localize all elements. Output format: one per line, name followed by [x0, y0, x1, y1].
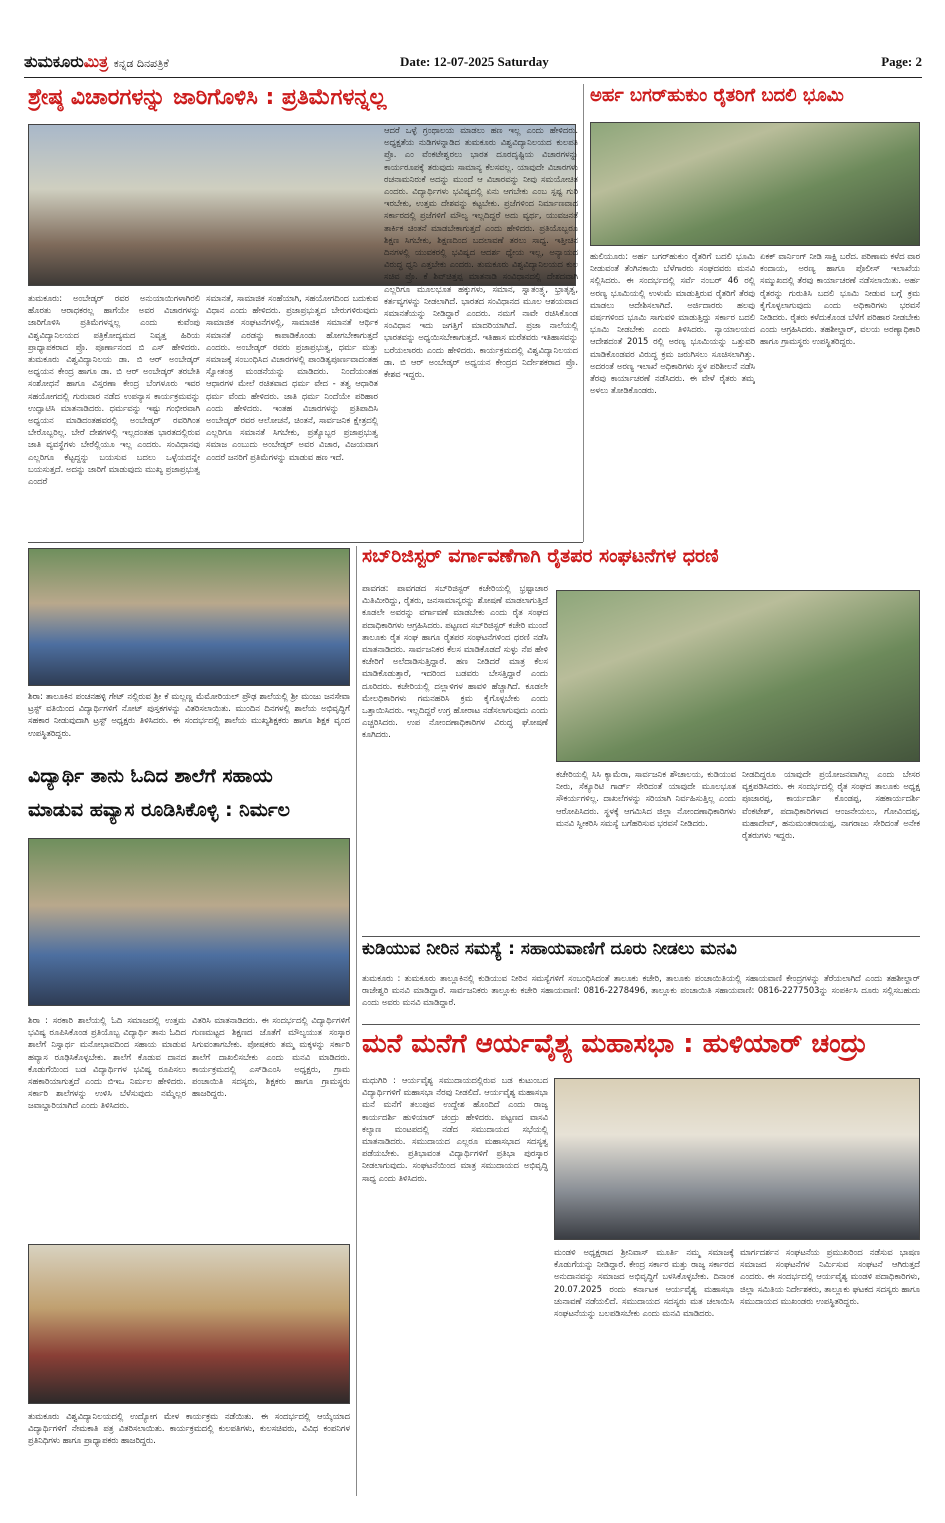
masthead-rule	[24, 77, 922, 78]
section-divider	[28, 542, 583, 543]
lead-column-3: ಆದರೆ ಒಳ್ಳೆ ಗ್ರಂಥಾಲಯ ಮಾಡಲು ಹಣ ಇಲ್ಲ ಎಂದು ಹೇಳಿದರು. ಅಧ್ಯಕ್ಷತೆಯ ನುಡಿಗಳನ್ನಾಡಿದ ತುಮಕೂರು ವಿಶ್ವವಿದ್ಯಾನಿಲಯದ ಕುಲಪತಿ ಪ್ರೊ. ಎಂ ವೆಂಕಟೇಶ್ವರಲು ಭಾರತ ದೂರದೃಷ್ಟಿಯ ವಿಚಾರಗಳನ್ನು ಕಾರ್ಯರೂಪಕ್ಕೆ ತರುವುದು ಸಾಮಾನ್ಯ ಕೆಲಸವಲ್ಲ. ಯಾವುದೇ ವಿಚಾರಗಳು ರಚನಾಮನಿರುಕೆ ಅದನ್ನು ಮುಂದೆ ಆ ವಿಚಾರವನ್ನು ನೀವು ಸಮಯೋಚಿತ ಎಂದರು. ವಿದ್ಯಾರ್ಥಿಗಳು ಭವಿಷ್ಯದಲ್ಲಿ ಏನು ಆಗಬೇಕು ಎಂಬ ಸ್ಪಷ್ಟ ಗುರಿ ಇರಬೇಕು, ಉತ್ತಮ ದೇಶವನ್ನು ಕಟ್ಟಬೇಕು. ಪ್ರಜೆಗಳಿಂದ ನಿರ್ಮಾಣವಾದ ಸರ್ಕಾರದಲ್ಲಿ ಪ್ರಜೆಗಳಿಗೆ ಮೌಲ್ಯ ಇಲ್ಲದಿದ್ದರೆ ಅದು ವ್ಯರ್ಥ, ಯುವಜನತೆ ತಾರ್ಕಿಕ ಚಿಂತನೆ ಮಾಡಬೇಕಾಗುತ್ತದೆ ಎಂದು ಹೇಳಿದರು. ಪ್ರತಿಯೊಬ್ಬರೂ ಶಿಕ್ಷಣ ಸಿಗಬೇಕು, ಶಿಕ್ಷಣದಿಂದ ಬದಲಾವಣೆ ತರಲು ಸಾಧ್ಯ. ಇತ್ತೀಚಿನ ದಿನಗಳಲ್ಲಿ ಯುವಕರಲ್ಲಿ ಭವಿಷ್ಯದ ಆದರ್ಶ ಧ್ಯೇಯ ಇಲ್ಲ, ಅನ್ಯಾಯದ ವಿರುದ್ಧ ಧ್ವನಿ ಎತ್ತಬೇಕು ಎಂದರು. ತುಮಕೂರು ವಿಶ್ವವಿದ್ಯಾನಿಲಯದ ಕುಲ ಸಚಿವ ಪ್ರೊ. ಕೆ ಶಿವ್‌ಚಿತ್ತಪ್ಪ ಮಾತನಾಡಿ ಸಂವಿಧಾನದಲ್ಲಿ ದೇಶದವಾಗಿ ಎಲ್ಲರಿಗೂ ಮೂಲಭೂತ ಹಕ್ಕುಗಳು, ಸಮಾನ, ಸ್ವಾತಂತ್ರ್ಯ, ಭ್ರಾತೃತ್ವ, ಕರ್ತವ್ಯಗಳನ್ನು ನೀಡಲಾಗಿದೆ. ಭಾರತದ ಸಂವಿಧಾನದ ಮೂಲ ಆಶಯವಾದ ಸಮಾನತೆಯನ್ನು ನೀಡಿದ್ದಾರೆ ಎಂದರು. ನಮಗೆ ನಾವೇ ರಚಿಸಿಕೊಂಡ ಸಂವಿಧಾನ ಇದು ಜಗತ್ತಿಗೆ ಮಾದರಿಯಾಗಿದೆ. ಪ್ರಜಾ ನಾಲೆಯಲ್ಲಿ ಭಾರತವನ್ನು ಅಧ್ಯಯಿಸಬೇಕಾಗುತ್ತದೆ. ಇತಿಹಾಸ ಮರೆತವರು ಇತಿಹಾಸವನ್ನು ಬರೆಯಲಾರರು ಎಂದು ಹೇಳಿದರು. ಕಾರ್ಯಕ್ರಮದಲ್ಲಿ ವಿಶ್ವವಿದ್ಯಾನಿಲಯದ ಡಾ. ಬಿ ಆರ್ ಅಂಬೇಡ್ಕರ್ ಅಧ್ಯಯನ ಕೇಂದ್ರದ ನಿರ್ದೇಶಕರಾದ ಪ್ರೊ. ಕೇಶವ ಇದ್ದರು.	[384, 125, 578, 380]
arya-column-3: ಮಾರ್ಗದರ್ಶನ ಸಂಘಟನೆಯ ಪ್ರಮುಖರಿಂದ ನಡೆಸುವ ಭಾಷಣ ಸಮಾಜದ ಸಂಘಟನೆಗಳ ನಿರ್ಮಿಸುವ ಸಂಘಟನೆ ಆಗಿರುತ್ತದೆ ಎಂದರು. ಈ ಸಂದರ್ಭದಲ್ಲಿ ಆರ್ಯವೈಶ್ಯ ಮಂಡಳಿ ಪದಾಧಿಕಾರಿಗಳು, ಜಿಲ್ಲಾ ಸಮಿತಿಯ ನಿರ್ದೇಶಕರು, ತಾಲ್ಲೂಕು ಘಟಕದ ಸದಸ್ಯರು ಹಾಗೂ ಸಮುದಾಯದ ಮುಖಂಡರು ಉಪಸ್ಥಿತರಿದ್ದರು.	[740, 1247, 920, 1306]
water-body: ತುಮಕೂರು : ತುಮಕೂರು ತಾಲ್ಲೂಕಿನಲ್ಲಿ ಕುಡಿಯುವ ನೀರಿನ ಸಮಸ್ಯೆಗಳಿಗೆ ಸಂಬಂಧಿಸಿದಂತೆ ತಾಲೂಕು ಕಚೇರಿ, ತಾಲೂಕು ಪಂಚಾಯಿತಿಯಲ್ಲಿ ಸಹಾಯವಾಣಿ ಕೇಂದ್ರಗಳನ್ನು ತೆರೆಯಲಾಗಿದೆ ಎಂದು ತಹಶೀಲ್ದಾರ್ ರಾಜೇಶ್ವರಿ ಮನವಿ ಮಾಡಿದ್ದಾರೆ. ಸಾರ್ವಜನಿಕರು ತಾಲ್ಲೂಕು ಕಚೇರಿ ಸಹಾಯವಾಣಿ: 0816-2278496, ತಾಲ್ಲೂಕು ಪಂಚಾಯಿತಿ ಸಹಾಯವಾಣಿ: 0816-2277503ನ್ನು ಸಂಪರ್ಕಿಸಿ ದೂರು ಸಲ್ಲಿಸಬಹುದು ಎಂದು ಅವರು ಮನವಿ ಮಾಡಿದ್ದಾರೆ.	[362, 973, 920, 1008]
newspaper-logo	[24, 52, 169, 72]
school-column-2: ವಿತರಿಸಿ ಮಾತನಾಡಿದರು. ಈ ಸಂದರ್ಭದಲ್ಲಿ ವಿದ್ಯಾರ್ಥಿಗಳಿಗೆ ಗುಣಮಟ್ಟದ ಶಿಕ್ಷಣದ ಜೊತೆಗೆ ಮೌಲ್ಯಯುತ ಸಂಸ್ಕಾರ ಸಿಗುವಂತಾಗಬೇಕು. ಪೋಷಕರು ತಮ್ಮ ಮಕ್ಕಳನ್ನು ಸರ್ಕಾರಿ ಶಾಲೆಗೆ ದಾಖಲಿಸಬೇಕು ಎಂದು ಮನವಿ ಮಾಡಿದರು. ಕಾರ್ಯಕ್ರಮದಲ್ಲಿ ಎಸ್‌ಡಿಎಂಸಿ ಅಧ್ಯಕ್ಷರು, ಗ್ರಾಮ ಪಂಚಾಯಿತಿ ಸದಸ್ಯರು, ಶಿಕ್ಷಕರು ಹಾಗೂ ಗ್ರಾಮಸ್ಥರು ಹಾಜರಿದ್ದರು.	[192, 1015, 350, 1099]
job-fair-photo	[28, 1244, 350, 1404]
land-column-2: ಏಕಕ್ ವಾರ್ನಿಂಗ್ ನೀಡಿ ಸಾಕ್ಷಿ ಬರೆದ. ಪರಿಣಾಮ ಕಳೆದ ವಾರ ಕಂದಾಯ, ಅರಣ್ಯ ಹಾಗೂ ಪೊಲೀಸ್ ಇಲಾಖೆಯ ಸಮ್ಮುಖದಲ್ಲಿ ತೆರವು ಕಾರ್ಯಾಚರಣೆ ನಡೆಸಲಾಯಿತು. ಅರ್ಹ ರೈತರನ್ನು ಗುರುತಿಸಿ ಬದಲಿ ಭೂಮಿ ನೀಡುವ ಬಗ್ಗೆ ಕ್ರಮ ಕೈಗೊಳ್ಳಲಾಗುವುದು ಎಂದು ಅಧಿಕಾರಿಗಳು ಭರವಸೆ ನೀಡಿದರು. ರೈತರು ಕಳೆದುಕೊಂಡ ಬೆಳೆಗೆ ಪರಿಹಾರ ನೀಡಬೇಕು ಎಂದು ಆಗ್ರಹಿಸಿದರು. ತಹಶೀಲ್ದಾರ್, ವಲಯ ಅರಣ್ಯಾಧಿಕಾರಿ ಹಾಗೂ ಗ್ರಾಮಸ್ಥರು ಉಪಸ್ಥಿತರಿದ್ದರು.	[760, 251, 920, 347]
water-headline: ಕುಡಿಯುವ ನೀರಿನ ಸಮಸ್ಯೆ : ಸಹಾಯವಾಣಿಗೆ ದೂರು ನೀಡಲು ಮನವಿ	[362, 940, 737, 959]
school-headline-line-2: ಮಾಡುವ ಹವ್ಯಾಸ ರೂಡಿಸಿಕೊಳ್ಳಿ : ನಿರ್ಮಲ	[28, 800, 290, 821]
school-column-1: ಶಿರಾ : ಸರಕಾರಿ ಶಾಲೆಯಲ್ಲಿ ಓದಿ ಸಮಾಜದಲ್ಲಿ ಉತ್ತಮ ಭವಿಷ್ಯ ರೂಪಿಸಿಕೊಂಡ ಪ್ರತಿಯೊಬ್ಬ ವಿದ್ಯಾರ್ಥಿ ತಾನು ಓದಿದ ಶಾಲೆಗೆ ನಿಸ್ವಾರ್ಥ ಮನೋಭಾವದಿಂದ ಸಹಾಯ ಮಾಡುವ ಹವ್ಯಾಸ ರೂಢಿಸಿಕೊಳ್ಳಬೇಕು. ಶಾಲೆಗೆ ಕೊಡುವ ದಾನದ ಕೊಡುಗೆಯಿಂದ ಬಡ ವಿದ್ಯಾರ್ಥಿಗಳ ಭವಿಷ್ಯ ರೂಪಿಸಲು ಸಹಕಾರಿಯಾಗುತ್ತದೆ ಎಂದು ಬಿಇಒ ನಿರ್ಮಲ ಹೇಳಿದರು. ಸರ್ಕಾರಿ ಶಾಲೆಗಳನ್ನು ಉಳಿಸಿ ಬೆಳೆಸುವುದು ನಮ್ಮೆಲ್ಲರ ಜವಾಬ್ದಾರಿಯಾಗಿದೆ ಎಂದು ತಿಳಿಸಿದರು.	[28, 1015, 186, 1111]
school-group-photo	[28, 838, 350, 1006]
land-headline: ಅರ್ಹ ಬಗರ್‌ಹುಕುಂ ರೈತರಿಗೆ ಬದಲಿ ಭೂಮಿ	[590, 86, 844, 106]
protest-column-3: ನೀಡದಿದ್ದರೂ ಯಾವುದೇ ಪ್ರಯೋಜನವಾಗಿಲ್ಲ ಎಂದು ಬೇಸರ ವ್ಯಕ್ತಪಡಿಸಿದರು. ಈ ಸಂದರ್ಭದಲ್ಲಿ ರೈತ ಸಂಘದ ತಾಲೂಕು ಅಧ್ಯಕ್ಷ ಪೂಜಾರಪ್ಪ, ಕಾರ್ಯದರ್ಶಿ ಕೊಂಡಪ್ಪ, ಸಹಕಾರ್ಯದರ್ಶಿ ವೆಂಕಟೇಶ್, ಪದಾಧಿಕಾರಿಗಳಾದ ಆಂಜನೇಯಲು, ಗೋವಿಂದಪ್ಪ, ಮಹಾದೇವ್, ಹನುಮಂತರಾಯಪ್ಪ, ನಾಗರಾಜು ಸೇರಿದಂತೆ ಅನೇಕ ರೈತರುಗಳು ಇದ್ದರು.	[742, 769, 920, 841]
arya-meeting-photo	[554, 1078, 920, 1240]
column-divider	[583, 84, 584, 542]
protest-column-2: ಕಚೇರಿಯಲ್ಲಿ ಸಿಸಿ ಕ್ಯಾಮೆರಾ, ಸಾರ್ವಜನಿಕ ಶೌಚಾಲಯ, ಕುಡಿಯುವ ನೀರು, ಸೆಕ್ಯೂರಿಟಿ ಗಾರ್ಡ್ ಸೇರಿದಂತೆ ಯಾವುದೇ ಮೂಲಭೂತ ಸೌಕರ್ಯಗಳಿಲ್ಲ. ದಾಖಲೆಗಳನ್ನು ಸರಿಯಾಗಿ ನಿರ್ವಹಿಸುತ್ತಿಲ್ಲ ಎಂದು ಆರೋಪಿಸಿದರು. ಸ್ಥಳಕ್ಕೆ ಆಗಮಿಸಿದ ಜಿಲ್ಲಾ ನೋಂದಣಾಧಿಕಾರಿಗಳು ಮನವಿ ಸ್ವೀಕರಿಸಿ ಸಮಸ್ಯೆ ಬಗೆಹರಿಸುವ ಭರವಸೆ ನೀಡಿದರು.	[556, 769, 736, 828]
job-fair-caption: ತುಮಕೂರು ವಿಶ್ವವಿದ್ಯಾನಿಲಯದಲ್ಲಿ ಉದ್ಯೋಗ ಮೇಳ ಕಾರ್ಯಕ್ರಮ ನಡೆಯಿತು. ಈ ಸಂದರ್ಭದಲ್ಲಿ ಆಯ್ಕೆಯಾದ ವಿದ್ಯಾರ್ಥಿಗಳಿಗೆ ನೇಮಕಾತಿ ಪತ್ರ ವಿತರಿಸಲಾಯಿತು. ಕಾರ್ಯಕ್ರಮದಲ್ಲಿ ಕುಲಪತಿಗಳು, ಕುಲಸಚಿವರು, ವಿವಿಧ ಕಂಪನಿಗಳ ಪ್ರತಿನಿಧಿಗಳು ಹಾಗೂ ಪ್ರಾಧ್ಯಾಪಕರು ಹಾಜರಿದ್ದರು.	[28, 1411, 350, 1446]
arya-column-1: ಮಧುಗಿರಿ : ಆರ್ಯವೈಶ್ಯ ಸಮುದಾಯದಲ್ಲಿರುವ ಬಡ ಕುಟುಂಬದ ವಿದ್ಯಾರ್ಥಿಗಳಿಗೆ ಮಹಾಸಭಾ ನೆರವು ನೀಡಲಿದೆ. ಆರ್ಯವೈಶ್ಯ ಮಹಾಸಭಾ ಮನೆ ಮನೆಗೆ ತಲುಪುವ ಉದ್ದೇಶ ಹೊಂದಿದೆ ಎಂದು ರಾಜ್ಯ ಕಾರ್ಯದರ್ಶಿ ಹುಳಿಯಾರ್ ಚಂದ್ರು ಹೇಳಿದರು. ಪಟ್ಟಣದ ವಾಸವಿ ಕಲ್ಯಾಣ ಮಂಟಪದಲ್ಲಿ ನಡೆದ ಸಮುದಾಯದ ಸಭೆಯಲ್ಲಿ ಮಾತನಾಡಿದರು. ಸಮುದಾಯದ ಎಲ್ಲರೂ ಮಹಾಸಭಾದ ಸದಸ್ಯತ್ವ ಪಡೆಯಬೇಕು. ಪ್ರತಿಭಾವಂತ ವಿದ್ಯಾರ್ಥಿಗಳಿಗೆ ಪ್ರತಿಭಾ ಪುರಸ್ಕಾರ ನೀಡಲಾಗುವುದು. ಸಂಘಟನೆಯಿಂದ ಮಾತ್ರ ಸಮುದಾಯದ ಅಭಿವೃದ್ಧಿ ಸಾಧ್ಯ ಎಂದು ತಿಳಿಸಿದರು.	[362, 1075, 548, 1183]
issue-date: Date: 12-07-2025 Saturday	[400, 54, 549, 69]
protest-column-1: ಪಾವಗಡ: ಪಾವಗಡದ ಸಬ್‌ರಿಜಿಸ್ಟರ್ ಕಚೇರಿಯಲ್ಲಿ ಭ್ರಷ್ಟಾಚಾರ ಮಿತಿಮೀರಿದ್ದು, ರೈತರು, ಜನಸಾಮಾನ್ಯರನ್ನು ಶೋಷಣೆ ಮಾಡಲಾಗುತ್ತಿದೆ ಕೂಡಲೇ ಅವರನ್ನು ವರ್ಗಾವಣೆ ಮಾಡಬೇಕು ಎಂದು ರೈತ ಸಂಘದ ಪದಾಧಿಕಾರಿಗಳು ಆಗ್ರಹಿಸಿದರು. ಪಟ್ಟಣದ ಸಬ್‌ರಿಜಿಸ್ಟರ್ ಕಚೇರಿ ಮುಂದೆ ತಾಲೂಕು ರೈತ ಸಂಘ ಹಾಗೂ ರೈತಪರ ಸಂಘಟನೆಗಳಿಂದ ಧರಣಿ ನಡೆಸಿ ಮಾತನಾಡಿದರು. ಸಾರ್ವಜನಿಕರ ಕೆಲಸ ಮಾಡಿಕೊಡದೆ ಸುಳ್ಳು ನೆಪ ಹೇಳಿ ಕಚೇರಿಗೆ ಅಲೆದಾಡಿಸುತ್ತಿದ್ದಾರೆ. ಹಣ ನೀಡಿದರೆ ಮಾತ್ರ ಕೆಲಸ ಮಾಡಿಕೊಡುತ್ತಾರೆ, ಇದರಿಂದ ಬಡವರು ಬೇಸತ್ತಿದ್ದಾರೆ ಎಂದು ದೂರಿದರು. ಕಚೇರಿಯಲ್ಲಿ ದಲ್ಲಾಳಿಗಳ ಹಾವಳಿ ಹೆಚ್ಚಾಗಿದೆ. ಕೂಡಲೇ ಮೇಲಧಿಕಾರಿಗಳು ಗಮನಹರಿಸಿ ಕ್ರಮ ಕೈಗೊಳ್ಳಬೇಕು ಎಂದು ಒತ್ತಾಯಿಸಿದರು. ಇಲ್ಲದಿದ್ದರೆ ಉಗ್ರ ಹೋರಾಟ ನಡೆಸಲಾಗುವುದು ಎಂದು ಎಚ್ಚರಿಸಿದರು. ಉಪ ನೋಂದಣಾಧಿಕಾರಿಗಳ ವಿರುದ್ಧ ಘೋಷಣೆ ಕೂಗಿದರು.	[362, 583, 548, 740]
column-divider	[356, 546, 357, 1496]
logo-tagline: ಕನ್ನಡ ದಿನಪತ್ರಿಕೆ	[113, 57, 169, 70]
lead-column-2: ಸಮಾನತೆ, ಸಾಮಾಜಿಕ ಸಂಹೆಯಾಗಿ, ಸಹಯೋಗದಿಂದ ಬದುಕುವ ವಿಧಾನ ಎಂದು ಹೇಳಿದರು. ಪ್ರಜಾಪ್ರಭುತ್ವದ ಬೇರುಗಳಿರುವುದು ಸಾಮಾಜಿಕ ಸಂಘಟನೆಗಳಲ್ಲಿ, ಸಾಮಾಜಿಕ ಸಮಾನತೆ ಆರ್ಥಿಕ ಸಮಾನತೆ ಎರಡನ್ನು ಕಾಪಾಡಿಕೊಂಡು ಹೋಗಬೇಕಾಗುತ್ತದೆ ಎಂದರು. ಅಂಬೇಡ್ಕರ್ ರವರು ಪ್ರಜಾಪ್ರಭುತ್ವ, ಧರ್ಮ ಮತ್ತು ಸಮಾಜಕ್ಕೆ ಸಂಬಂಧಿಸಿದ ವಿಚಾರಗಳಲ್ಲಿ ಪಾಂಡಿತ್ಯಪೂರ್ಣವಾದಂತಹ ಸ್ವೋತಂತ್ರ ಮಂಡನೆಯನ್ನು ಮಾಡಿದರು. ನಿಂದೆಯಂತಹ ಆಧಾರಗಳ ಮೇಲೆ ರಚಿತವಾದ ಧರ್ಮ ವೇದ - ತತ್ವ ಆಧಾರಿತ ಧರ್ಮ ವೆಂದು ಹೇಳಿದರು. ಜಾತಿ ಧರ್ಮ ನಿಂದೆಯೇ ಪರಿಹಾರ ಎಂದು ಹೇಳಿದರು. ಇಂತಹ ವಿಚಾರಗಳನ್ನು ಪ್ರತಿಪಾದಿಸಿ ಅಂಬೇಡ್ಕರ್ ರವರ ಆಲೋಚನೆ, ಚಿಂತನೆ, ಸಾರ್ವಜನಿಕ ಕ್ಷೇತ್ರದಲ್ಲಿ ಎಲ್ಲರಿಗೂ ಸಮಾನತೆ ಸಿಗಬೇಕು, ಪ್ರತ್ಯೊಬ್ಬರ ಪ್ರಜಾಪ್ರಭುತ್ವ ಸಮಾಜ ಎಂಬುದು ಅಂಬೇಡ್ಕರ್ ಅವರ ವಿಚಾರ, ವಿಜಯವಾಗ ಎಂದರೆ ಜನರಿಗೆ ಪ್ರತಿಮೆಗಳನ್ನು ಮಾಡುವ ಹಣ ಇದೆ.	[206, 293, 378, 462]
logo-accent: ಮಿತ್ರ	[83, 52, 109, 71]
lead-headline: ಶ್ರೇಷ್ಠ ವಿಚಾರಗಳನ್ನು ಜಾರಿಗೊಳಿಸಿ : ಪ್ರತಿಮೆಗಳನ್ನಲ್ಲ	[28, 86, 387, 110]
school-meeting-photo	[28, 548, 350, 686]
arya-headline: ಮನೆ ಮನೆಗೆ ಆರ್ಯವೈಶ್ಯ ಮಹಾಸಭಾ : ಹುಳಿಯಾರ್ ಚಂದ್ರು	[362, 1030, 867, 1059]
section-divider	[362, 936, 920, 937]
protest-headline: ಸಬ್‌ರಿಜಿಸ್ಟರ್ ವರ್ಗಾವಣೆಗಾಗಿ ರೈತಪರ ಸಂಘಟನೆಗಳ ಧರಣಿ	[362, 546, 719, 567]
school-meeting-caption: ಶಿರಾ: ತಾಲೂಕಿನ ಪಂಚನಹಳ್ಳಿ ಗೇಟ್ ನಲ್ಲಿರುವ ಶ್ರೀ ಕೆ ಮಲ್ಲಣ್ಣ ಮೆಮೋರಿಯಲ್ ಪ್ರೌಢ ಶಾಲೆಯಲ್ಲಿ ಶ್ರೀ ಮಂಜು ಜನಸೇವಾ ಟ್ರಸ್ಟ್ ವತಿಯಿಂದ ವಿದ್ಯಾರ್ಥಿಗಳಿಗೆ ನೋಟ್ ಪುಸ್ತಕಗಳನ್ನು ವಿತರಿಸಲಾಯಿತು. ಮುಂದಿನ ದಿನಗಳಲ್ಲಿ ಶಾಲೆಯ ಅಭಿವೃದ್ಧಿಗೆ ಸಹಕಾರ ನೀಡುವುದಾಗಿ ಟ್ರಸ್ಟ್ ಅಧ್ಯಕ್ಷರು ತಿಳಿಸಿದರು. ಈ ಸಂದರ್ಭದಲ್ಲಿ ಶಾಲೆಯ ಮುಖ್ಯಶಿಕ್ಷಕರು ಹಾಗೂ ಶಿಕ್ಷಕ ವೃಂದ ಉಪಸ್ಥಿತರಿದ್ದರು.	[28, 691, 350, 738]
lead-column-1: ತುಮಕೂರು: ಅಂಬೇಡ್ಕರ್ ರವರ ಅನುಯಾಯಿಗಳಾಗಿರಲಿ ಹೊರತು ಆರಾಧಕರಲ್ಲ ಹಾಗೆಯೇ ಅವರ ವಿಚಾರಗಳನ್ನು ಜಾರಿಗೊಳಿಸಿ ಪ್ರತಿಮೆಗಳನ್ನಲ್ಲ ಎಂದು ಕುವೆಂಪು ವಿಶ್ವವಿದ್ಯಾನಿಲಯದ ಪತ್ರಿಕೋದ್ಯಮದ ನಿವೃತ್ತ ಹಿರಿಯ ಪ್ರಾಧ್ಯಾಪಕರಾದ ಪ್ರೊ. ಪೂರ್ಣಾನಂದ ಬಿ ಎಸ್ ಹೇಳಿದರು. ತುಮಕೂರು ವಿಶ್ವವಿದ್ಯಾನಿಲಯ ಡಾ. ಬಿ ಆರ್ ಅಂಬೇಡ್ಕರ್ ಅಧ್ಯಯನ ಕೇಂದ್ರ ಹಾಗೂ ಡಾ. ಬಿ ಆರ್ ಅಂಬೇಡ್ಕರ್ ತರಬೇತಿ ಸಂಶೋಧನೆ ಹಾಗೂ ವಿಸ್ತರಣಾ ಕೇಂದ್ರ ಬೆಂಗಳೂರು ಇವರ ಸಹಯೋಗದಲ್ಲಿ ಗುರುವಾರ ನಡೆದ ಉಪನ್ಯಾಸ ಕಾರ್ಯಕ್ರಮವನ್ನು ಉದ್ಘಾಟಿಸಿ ಮಾತನಾಡಿದರು. ಧರ್ಮವನ್ನು ಇಷ್ಟು ಗಂಭೀರವಾಗಿ ಅಧ್ಯಯನ ಮಾಡಿದಂತಹವರಲ್ಲಿ ಅಂಬೇಡ್ಕರ್ ರವರಿಗಿಂತ ಬೇರೊಬ್ಬರಿಲ್ಲ. ಬೇರೆ ದೇಶಗಳಲ್ಲಿ ಇಲ್ಲದಂತಹ ಭಾರತದಲ್ಲಿರುವ ಜಾತಿ ವ್ಯವಸ್ಥೆಗಳು ಬೇರೆಲ್ಲಿಯೂ ಇಲ್ಲ ಎಂದರು. ಸಂವಿಧಾನವು ಎಲ್ಲರಿಗೂ ಕೆಟ್ಟದ್ದನ್ನು ಬಯಸುವ ಬದಲು ಒಳ್ಳೆಯದನ್ನೇ ಬಯಸುತ್ತದೆ. ಅದನ್ನು ಜಾರಿಗೆ ಮಾಡುವುದು ಮುಖ್ಯ ಪ್ರಜಾಪ್ರಭುತ್ವ ಎಂದರೆ	[28, 293, 200, 487]
protest-photo	[556, 590, 920, 762]
masthead	[24, 50, 922, 76]
section-divider	[362, 1024, 920, 1025]
school-headline-line-1: ವಿದ್ಯಾರ್ಥಿ ತಾನು ಓದಿದ ಶಾಲೆಗೆ ಸಹಾಯ	[28, 766, 273, 787]
arya-column-2: ಮಂಡಳಿ ಅಧ್ಯಕ್ಷರಾದ ಶ್ರೀನಿವಾಸ್ ಮೂರ್ತಿ ನಮ್ಮ ಸಮಾಜಕ್ಕೆ ಕೊಡುಗೆಯನ್ನು ನೀಡಿದ್ದಾರೆ. ಕೇಂದ್ರ ಸರ್ಕಾರ ಮತ್ತು ರಾಜ್ಯ ಸರ್ಕಾರದ ಅನುದಾನವನ್ನು ಸಮಾಜದ ಅಭಿವೃದ್ಧಿಗೆ ಬಳಸಿಕೊಳ್ಳಬೇಕು. ದಿನಾಂಕ 20.07.2025 ರಂದು ಕರ್ನಾಟಕ ಆರ್ಯವೈಶ್ಯ ಮಹಾಸಭಾ ಚುನಾವಣೆ ನಡೆಯಲಿದೆ. ಸಮುದಾಯದ ಸದಸ್ಯರು ಮತ ಚಲಾಯಿಸಿ ಸಂಘಟನೆಯನ್ನು ಬಲಪಡಿಸಬೇಕು ಎಂದು ಮನವಿ ಮಾಡಿದರು.	[554, 1247, 734, 1319]
logo-primary: ತುಮಕೂರು	[24, 52, 84, 71]
land-photo	[590, 122, 920, 246]
land-column-1: ಹುಲಿಯೂರು: ಅರ್ಹ ಬಗರ್‌ಹುಕುಂ ರೈತರಿಗೆ ಬದಲಿ ಭೂಮಿ ನೀಡುವಂತೆ ತೆಂಗಿನಕಾಯಿ ಬೆಳೆಗಾರರು ಸಂಘದವರು ಮನವಿ ಸಲ್ಲಿಸಿದರು. ಈ ಸಂದರ್ಭದಲ್ಲಿ ಸರ್ವೆ ನಂಬರ್ 46 ರಲ್ಲಿ ಅರಣ್ಯ ಭೂಮಿಯಲ್ಲಿ ಉಳುಮೆ ಮಾಡುತ್ತಿರುವ ರೈತರಿಗೆ ತೆರವು ಮಾಡಲು ಆದೇಶಿಸಲಾಗಿದೆ. ಅರ್ಜಿದಾರರು ಹಲವು ವರ್ಷಗಳಿಂದ ಭೂಮಿ ಸಾಗುವಳಿ ಮಾಡುತ್ತಿದ್ದು ಸರ್ಕಾರ ಬದಲಿ ಭೂಮಿ ನೀಡಬೇಕು ಎಂದು ತಿಳಿಸಿದರು. ನ್ಯಾಯಾಲಯದ ಆದೇಶದಂತೆ 2015 ರಲ್ಲಿ ಅರಣ್ಯ ಭೂಮಿಯನ್ನು ಒತ್ತುವರಿ ಮಾಡಿಕೊಂಡವರ ವಿರುದ್ಧ ಕ್ರಮ ಜರುಗಿಸಲು ಸೂಚಿಸಲಾಗಿತ್ತು. ಅದರಂತೆ ಅರಣ್ಯ ಇಲಾಖೆ ಅಧಿಕಾರಿಗಳು ಸ್ಥಳ ಪರಿಶೀಲನೆ ನಡೆಸಿ ತೆರವು ಕಾರ್ಯಾಚರಣೆ ನಡೆಸಿದರು. ಈ ವೇಳೆ ರೈತರು ತಮ್ಮ ಅಳಲು ತೋಡಿಕೊಂಡರು.	[590, 251, 755, 396]
page-number: Page: 2	[881, 54, 922, 69]
